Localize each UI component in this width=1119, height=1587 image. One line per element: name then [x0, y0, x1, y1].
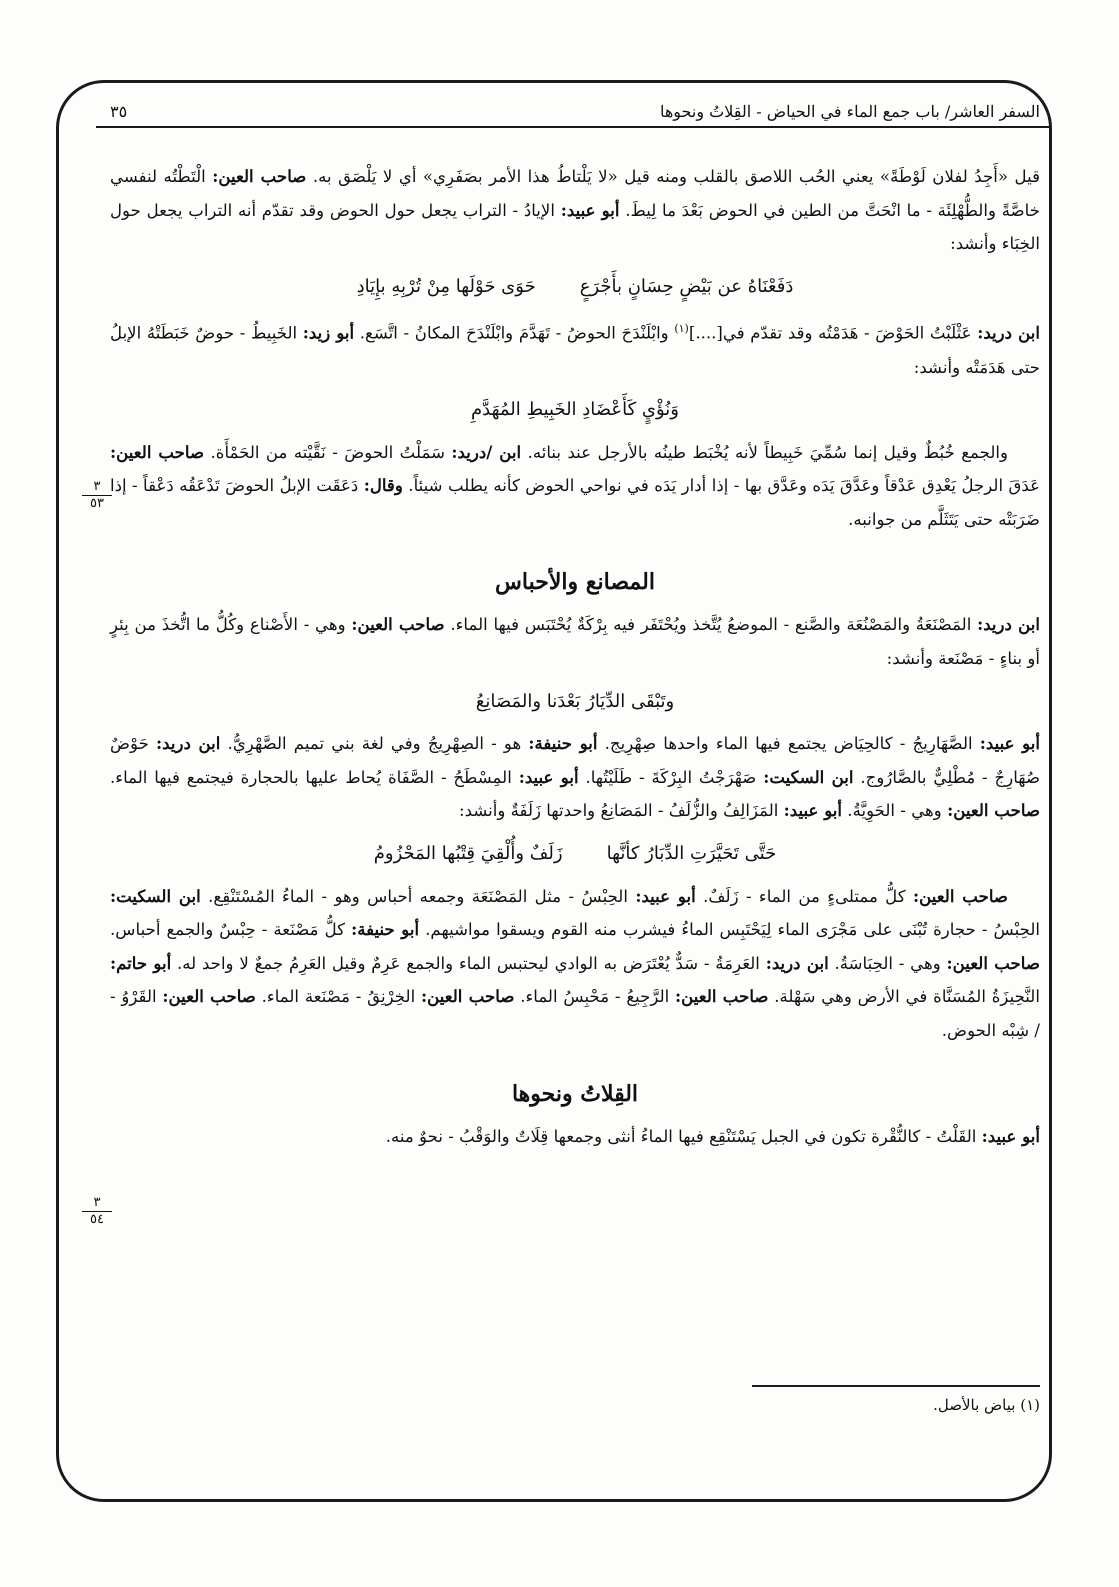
section-heading: المصانع والأحباس: [495, 569, 655, 596]
paragraph: صاحب العين: كلُّ ممتلىءٍ من الماء - زَلَفٌ. أبو عبيد: الحِبْسُ - مثل المَصْنَعَة وجمعه أحباس وهو - الماءُ المُسْتَنْقِع. ابن السكيت: الحِبْسُ - حجارة تُبْنَى على مَجْرَى الماء لِيَحْتَبِس الماءُ فيشرب منه القوم ويسقوا مواشيهم. أبو حنيفة: كلُّ مَصْنَعة - حِبْسٌ والجمع أحباس. صاحب العين: وهي - الحِبَاسَةُ. ابن دريد: العَرِمَةُ - سَدٌّ يُعْتَرَض به الوادي ليحتبس الماء والجمع عَرِمٌ وقيل العَرِمُ جمعٌ لا واحد له. أبو حاتم: النَّحِيزَةُ المُسَنَّاة في الأرض وهي سَهْلة. صاحب العين: الرَّجِيعُ - مَحْبِسُ الماء. صاحب العين: الخِرْنِقُ - مَصْنَعة الماء. صاحب العين: القَرْوُ - / شِبْه الحوض.: [110, 885, 1041, 1040]
verse: حَتَّى تَحَيَّرَتِ الدِّبَارُ كأنَّها زَلَفٌ وأُلْقِيَ قِتْبُها المَحْزُومُ: [373, 843, 777, 865]
verse: وتَبْقَى الدِّيَارُ بَعْدَنا والمَصَانِعُ: [475, 690, 675, 712]
paragraph: ابن دريد: المَصْنَعَةُ والمَصْنُعَة والصَّنع - الموضعُ يُتَّخذ ويُحْتَفَر فيه بِرْكَةٌ يُحْتَبَس فيها الماء. صاحب العين: وهي - الأَصْناع وكُلُّ ما اتُّخذَ من بِئرٍ أو بناءٍ - مَصْنَعة وأنشد:: [110, 614, 1040, 669]
paragraph: أبو عبيد: الصَّهَارِيجُ - كالحِيَاض يجتمع فيها الماء واحدها صِهْرِيج. أبو حنيفة: هو - الصِهْرِيجُ وفي لغة بني تميم الصَّهْرِيُّ. ابن دريد: حَوْضٌ صُهَارِجٌ - مُطْلِيٌّ بالصَّارُوج. ابن السكيت: صَهْرَجْتُ البِرْكَةَ - طَلَيْتُها. أبو عبيد: المِسْطَحُ - الصَّفَاة يُحاط عليها بالحجارة فيجتمع فيها الماء. صاحب العين: وهي - الحَوِيَّةُ. أبو عبيد: المَزَالِفُ والزُّلَفُ - المَصَانِعُ واحدتها زَلَفَةٌ وأنشد:: [110, 733, 1041, 821]
footnote-marker: (١): [674, 322, 689, 336]
footnote: (١) بياض بالأصل.: [933, 1396, 1040, 1414]
page-header: [110, 96, 1040, 126]
paragraph: ابن دريد: عَثْلَبْتُ الحَوْضَ - هَدَمْتُه وقد تقدّم في[....]$^{(١)}$ وابْلَنْدَحَ الحوضُ - تَهَدَّمَ وابْلَنْدَحَ المكانُ - اتَّسَع. أبو زيد: الخَبِيطُ - حوضٌ خَبَطَتْهُ الإبلُ حتى هَدَمَتْه وأنشد:: [110, 322, 1041, 377]
paragraph: والجمع خُبُطٌ وقيل إنما سُمِّيَ خَبِيطاً لأنه يُخْبَط طينُه بالأرجل عند بنائه. ابن /دريد: سَمَلْتُ الحوضَ - نَقَّيْته من الحَمْأَة. صاحب العين: عَدَقَ الرجلُ يَعْدِق عَدْقاً وعَدَّقَ يَدَه وعَدَّق بها - إذا أدار يَدَه في نواحي الحوض كأنه يطلب شيئاً. وقال: دَعَقَت الإبلُ الحوضَ تَدْعَقُه دَعْقاً - إذا ضَرَبَتْه حتى يَتَثَلَّم من جوانبه.: [110, 441, 1041, 529]
paragraph: قيل «أَجِدُ لفلان لَوْطَةً» يعني الحُب اللاصق بالقلب ومنه قيل «لا يَلْتاطُ هذا الأمر بصَفَرِي» أي لا يَلْصَق به. صاحب العين: الْتَطْتُه لنفسي خاصَّةً والطُّهْلِئَة - ما انْحَتَّ من الطين في الحوض بَعْدَ ما لِيطَ. أبو عبيد: الإيادُ - التراب يجعل حول الحوض وقد تقدّم أنه التراب يجعل حول الخِبَاء وأنشد:: [110, 166, 1041, 254]
page-number: ٣٥: [110, 101, 128, 121]
main-text: [110, 160, 1040, 1153]
margin-reference: ٣ ٥٣: [82, 480, 112, 511]
paragraph: أبو عبيد: القَلْتُ - كالنُّقْرة تكون في الجبل يَسْتَنْقِع فيها الماءُ أنثى وجمعها قِلَاتٌ والوَقْبُ - نحوٌ منه.: [385, 1125, 1040, 1146]
header-rule: [96, 126, 1050, 128]
verse: دَفَعْنَاهُ عن بَيْضٍ حِسَانٍ بأَجْرَعٍ حَوَى حَوْلَها مِنْ تُرْبِهِ بإِيَادِ: [356, 275, 794, 297]
section-heading: القِلاتُ ونحوها: [511, 1080, 639, 1107]
footnote-rule: [752, 1385, 1040, 1387]
running-title: السفر العاشر/ باب جمع الماء في الحياض - القِلاتُ ونحوها: [659, 101, 1040, 121]
verse: وَنُؤْيٍ كَأَعْضَادِ الخَبِيطِ المُهَدَّمِ: [471, 399, 679, 421]
margin-reference: ٣ ٥٤: [82, 1196, 112, 1227]
